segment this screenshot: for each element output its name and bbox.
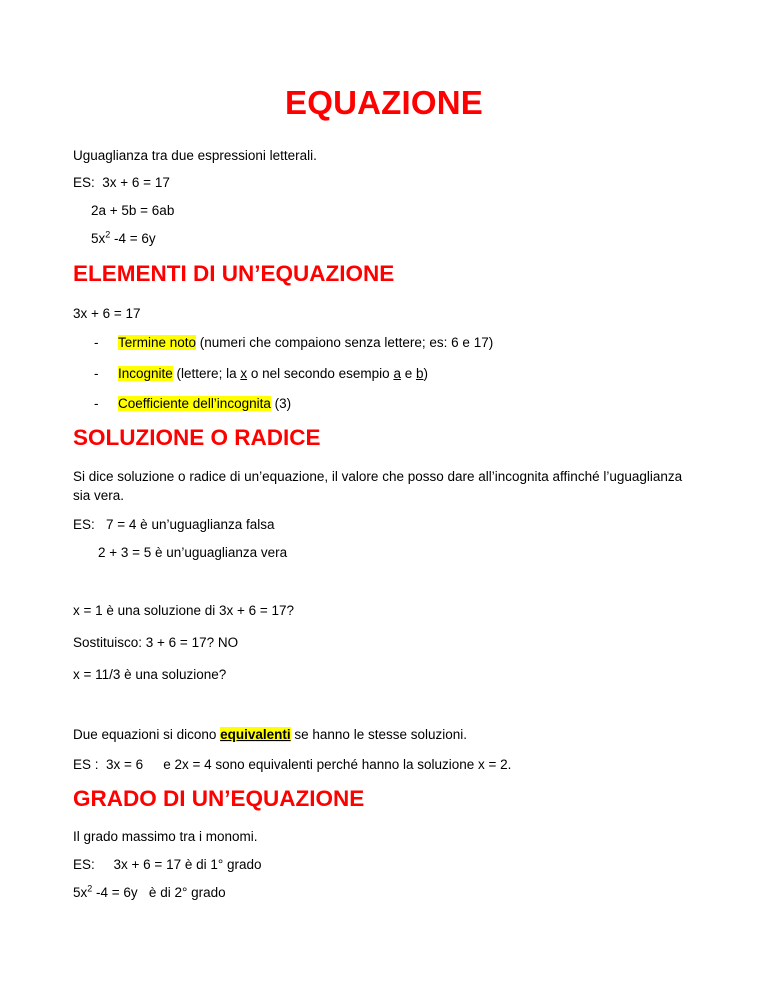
intro-example-3: [91, 229, 156, 248]
intro-example-2: 2a + 5b = 6ab: [91, 203, 175, 218]
intro-example-1: [73, 173, 170, 192]
equivalent-definition: [73, 725, 467, 744]
text: se hanno le stesse soluzioni.: [290, 727, 467, 742]
exponent: 2: [105, 229, 111, 240]
example-equation: 3x + 6 = 17: [102, 175, 170, 190]
item-text: ): [423, 366, 428, 381]
example-rest: -4 = 6y: [110, 231, 156, 246]
es-label: ES:: [73, 175, 95, 190]
underlined-x: x: [240, 366, 248, 381]
solution-definition: Si dice soluzione o radice di un’equazione, il valore che posso dare all’incognita affinché l’uguaglianza sia vera.: [73, 469, 683, 503]
es-label: ES :: [73, 757, 99, 772]
solution-question-1: x = 1 è una soluzione di 3x + 6 = 17?: [73, 603, 295, 618]
list-item-coefficiente: [118, 394, 291, 413]
exponent: 2: [87, 883, 93, 894]
item-text: (lettere; la: [172, 366, 241, 381]
es-label: ES:: [73, 517, 95, 532]
solution-true-example: 2 + 3 = 5 è un’uguaglianza vera: [98, 545, 288, 560]
degree-definition: Il grado massimo tra i monomi.: [73, 829, 258, 844]
section-heading-degree: GRADO DI UN’EQUAZIONE: [73, 786, 365, 811]
solution-question-2: x = 11/3 è una soluzione?: [73, 667, 227, 682]
document-title: EQUAZIONE: [285, 84, 483, 121]
example-text: 3x + 6 = 17 è di 1° grado: [113, 857, 262, 872]
underlined-a: a: [393, 366, 401, 381]
solution-false-example: [73, 515, 275, 534]
degree-example-2: [73, 883, 226, 902]
solution-substitution: Sostituisco: 3 + 6 = 17? NO: [73, 635, 239, 650]
example-base: 5x: [91, 231, 106, 246]
item-text: o nel secondo esempio: [247, 366, 394, 381]
equivalent-example: [73, 755, 511, 774]
list-item-termine-noto: [118, 333, 493, 352]
example-text: e 2x = 4 sono equivalenti perché hanno la soluzione x = 2.: [163, 757, 512, 772]
degree-example-1: [73, 855, 262, 874]
item-text: (numeri che compaiono senza lettere; es: 6 e 17): [196, 335, 494, 350]
text: Due equazioni si dicono: [73, 727, 221, 742]
elements-equation: 3x + 6 = 17: [73, 306, 141, 321]
item-text: e: [400, 366, 416, 381]
item-text: (3): [270, 396, 292, 411]
highlighted-term: Incognite: [118, 366, 173, 381]
example-text: 7 = 4 è un’uguaglianza falsa: [106, 517, 275, 532]
list-item-incognite: [118, 364, 428, 383]
list-bullet: -: [94, 396, 99, 411]
highlighted-term: Coefficiente dell’incognita: [118, 396, 271, 411]
equation: 3x = 6: [106, 757, 144, 772]
list-bullet: -: [94, 335, 99, 350]
list-bullet: -: [94, 366, 99, 381]
section-heading-elements: ELEMENTI DI UN’EQUAZIONE: [73, 261, 395, 286]
example-base: 5x: [73, 885, 88, 900]
underlined-b: b: [415, 366, 424, 381]
highlighted-term: Termine noto: [118, 335, 197, 350]
intro-definition: Uguaglianza tra due espressioni letterali.: [73, 148, 317, 163]
highlighted-term-equivalenti: equivalenti: [220, 727, 291, 742]
example-rest: -4 = 6y è di 2° grado: [92, 885, 226, 900]
section-heading-solution: SOLUZIONE O RADICE: [73, 425, 321, 450]
es-label: ES:: [73, 857, 95, 872]
